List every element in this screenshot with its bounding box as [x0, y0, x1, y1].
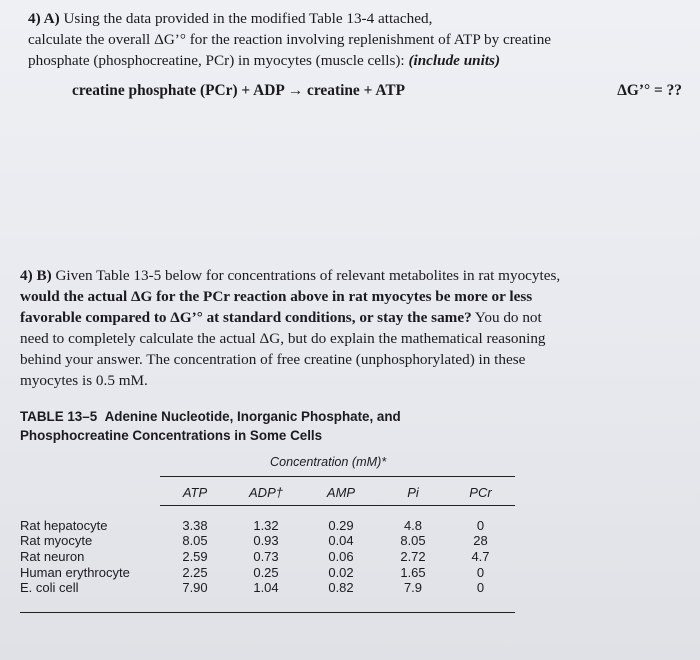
- table-cell: 2.59: [182, 549, 208, 565]
- reaction-equation: [72, 82, 682, 100]
- table-cell: 7.9: [403, 580, 423, 596]
- table-caption: [20, 407, 401, 445]
- table-bottom-rule: [20, 612, 515, 613]
- column-header: AMP: [326, 484, 356, 500]
- table-cell: 1.04: [253, 580, 279, 596]
- cell-type: Human erythrocyte: [20, 564, 130, 580]
- question-4b-line-4: need to completely calculate the actual ΔG, but do explain the mathematical reasoning: [20, 330, 546, 347]
- column-header: Pi: [407, 484, 419, 500]
- table-cell: 4.7: [471, 549, 490, 565]
- table-cell: 4.8: [403, 517, 423, 533]
- table-label: TABLE 13–5: [20, 409, 98, 424]
- delta-g-unknown: ΔG’° = ??: [617, 82, 682, 99]
- question-4a-line-1: [28, 8, 678, 29]
- table-row: [20, 549, 515, 565]
- cell-type: Rat neuron: [20, 549, 85, 565]
- concentration-header: Concentration (mM)*: [270, 455, 387, 469]
- question-4a-text-1: Using the data provided in the modified Table 13-4 attached,: [63, 10, 433, 27]
- table-cell: 1.65: [400, 564, 426, 580]
- table-header-row: [20, 482, 515, 502]
- table-cell: 0.73: [253, 549, 279, 565]
- cell-type: Rat myocyte: [20, 533, 93, 549]
- column-header: ADP†: [249, 484, 283, 500]
- table-cell: 2.72: [400, 549, 426, 565]
- table-cell: 7.90: [182, 580, 208, 596]
- question-4b-text-1: Given Table 13-5 below for concentrations of relevant metabolites in rat myocytes,: [55, 267, 561, 284]
- cell-type-header: [20, 482, 160, 502]
- table-cell: 0.02: [328, 564, 354, 580]
- question-4b-line-6: myocytes is 0.5 mM.: [20, 372, 148, 389]
- question-4a-line-3: [28, 50, 678, 71]
- table-cell: 8.05: [400, 533, 426, 549]
- table-caption-line-2: Phosphocreatine Concentrations in Some Cells: [20, 428, 323, 443]
- question-4a-text-3: phosphate (phosphocreatine, PCr) in myocytes (muscle cells):: [28, 52, 409, 69]
- table-cell: 3.38: [182, 517, 208, 533]
- question-4b: [20, 265, 680, 391]
- table-cell: 0.29: [328, 517, 354, 533]
- table-cell: 0: [476, 517, 485, 533]
- table-cell: 0.04: [328, 533, 354, 549]
- table-cell: 0: [476, 564, 485, 580]
- table-caption-line-1: TABLE 13–5 Adenine Nucleotide, Inorganic Phosphate, and: [20, 409, 401, 424]
- table-cell: 1.32: [253, 517, 279, 533]
- metabolite-table: [20, 482, 515, 596]
- table-cell: 0.93: [253, 533, 279, 549]
- question-4a: [28, 8, 678, 71]
- table-cell: 28: [473, 533, 488, 549]
- table-cell: 0: [476, 580, 485, 596]
- reaction-text: creatine phosphate (PCr) + ADP → creatine + ATP: [72, 82, 406, 99]
- question-4a-line-2: calculate the overall ΔG’° for the reaction involving replenishment of ATP by creatine: [28, 31, 552, 48]
- table-cell: 0.82: [328, 580, 354, 596]
- table-row: [20, 518, 515, 534]
- question-4b-line-3: favorable compared to ΔG’° at standard conditions, or stay the same? You do not: [20, 309, 542, 326]
- column-header: ATP: [182, 484, 208, 500]
- column-header: PCr: [469, 484, 492, 500]
- header-rule: [160, 476, 515, 477]
- cell-type: E. coli cell: [20, 580, 79, 596]
- table-row: [20, 564, 515, 580]
- table-cell: 8.05: [182, 533, 208, 549]
- cell-type: Rat hepatocyte: [20, 517, 108, 533]
- table-cell: 0.06: [328, 549, 354, 565]
- table-row: [20, 533, 515, 549]
- question-4a-number: 4) A): [28, 10, 60, 27]
- include-units-note: (include units): [408, 52, 501, 69]
- table-row: [20, 580, 515, 596]
- question-4b-line-5: behind your answer. The concentration of free creatine (unphosphorylated) in these: [20, 351, 526, 368]
- question-4b-line-1: [20, 265, 680, 286]
- question-4b-line-2: would the actual ΔG for the PCr reaction above in rat myocytes be more or less: [20, 288, 533, 305]
- table-cell: 0.25: [253, 564, 279, 580]
- question-4b-number: 4) B): [20, 267, 52, 284]
- table-cell: 2.25: [182, 564, 208, 580]
